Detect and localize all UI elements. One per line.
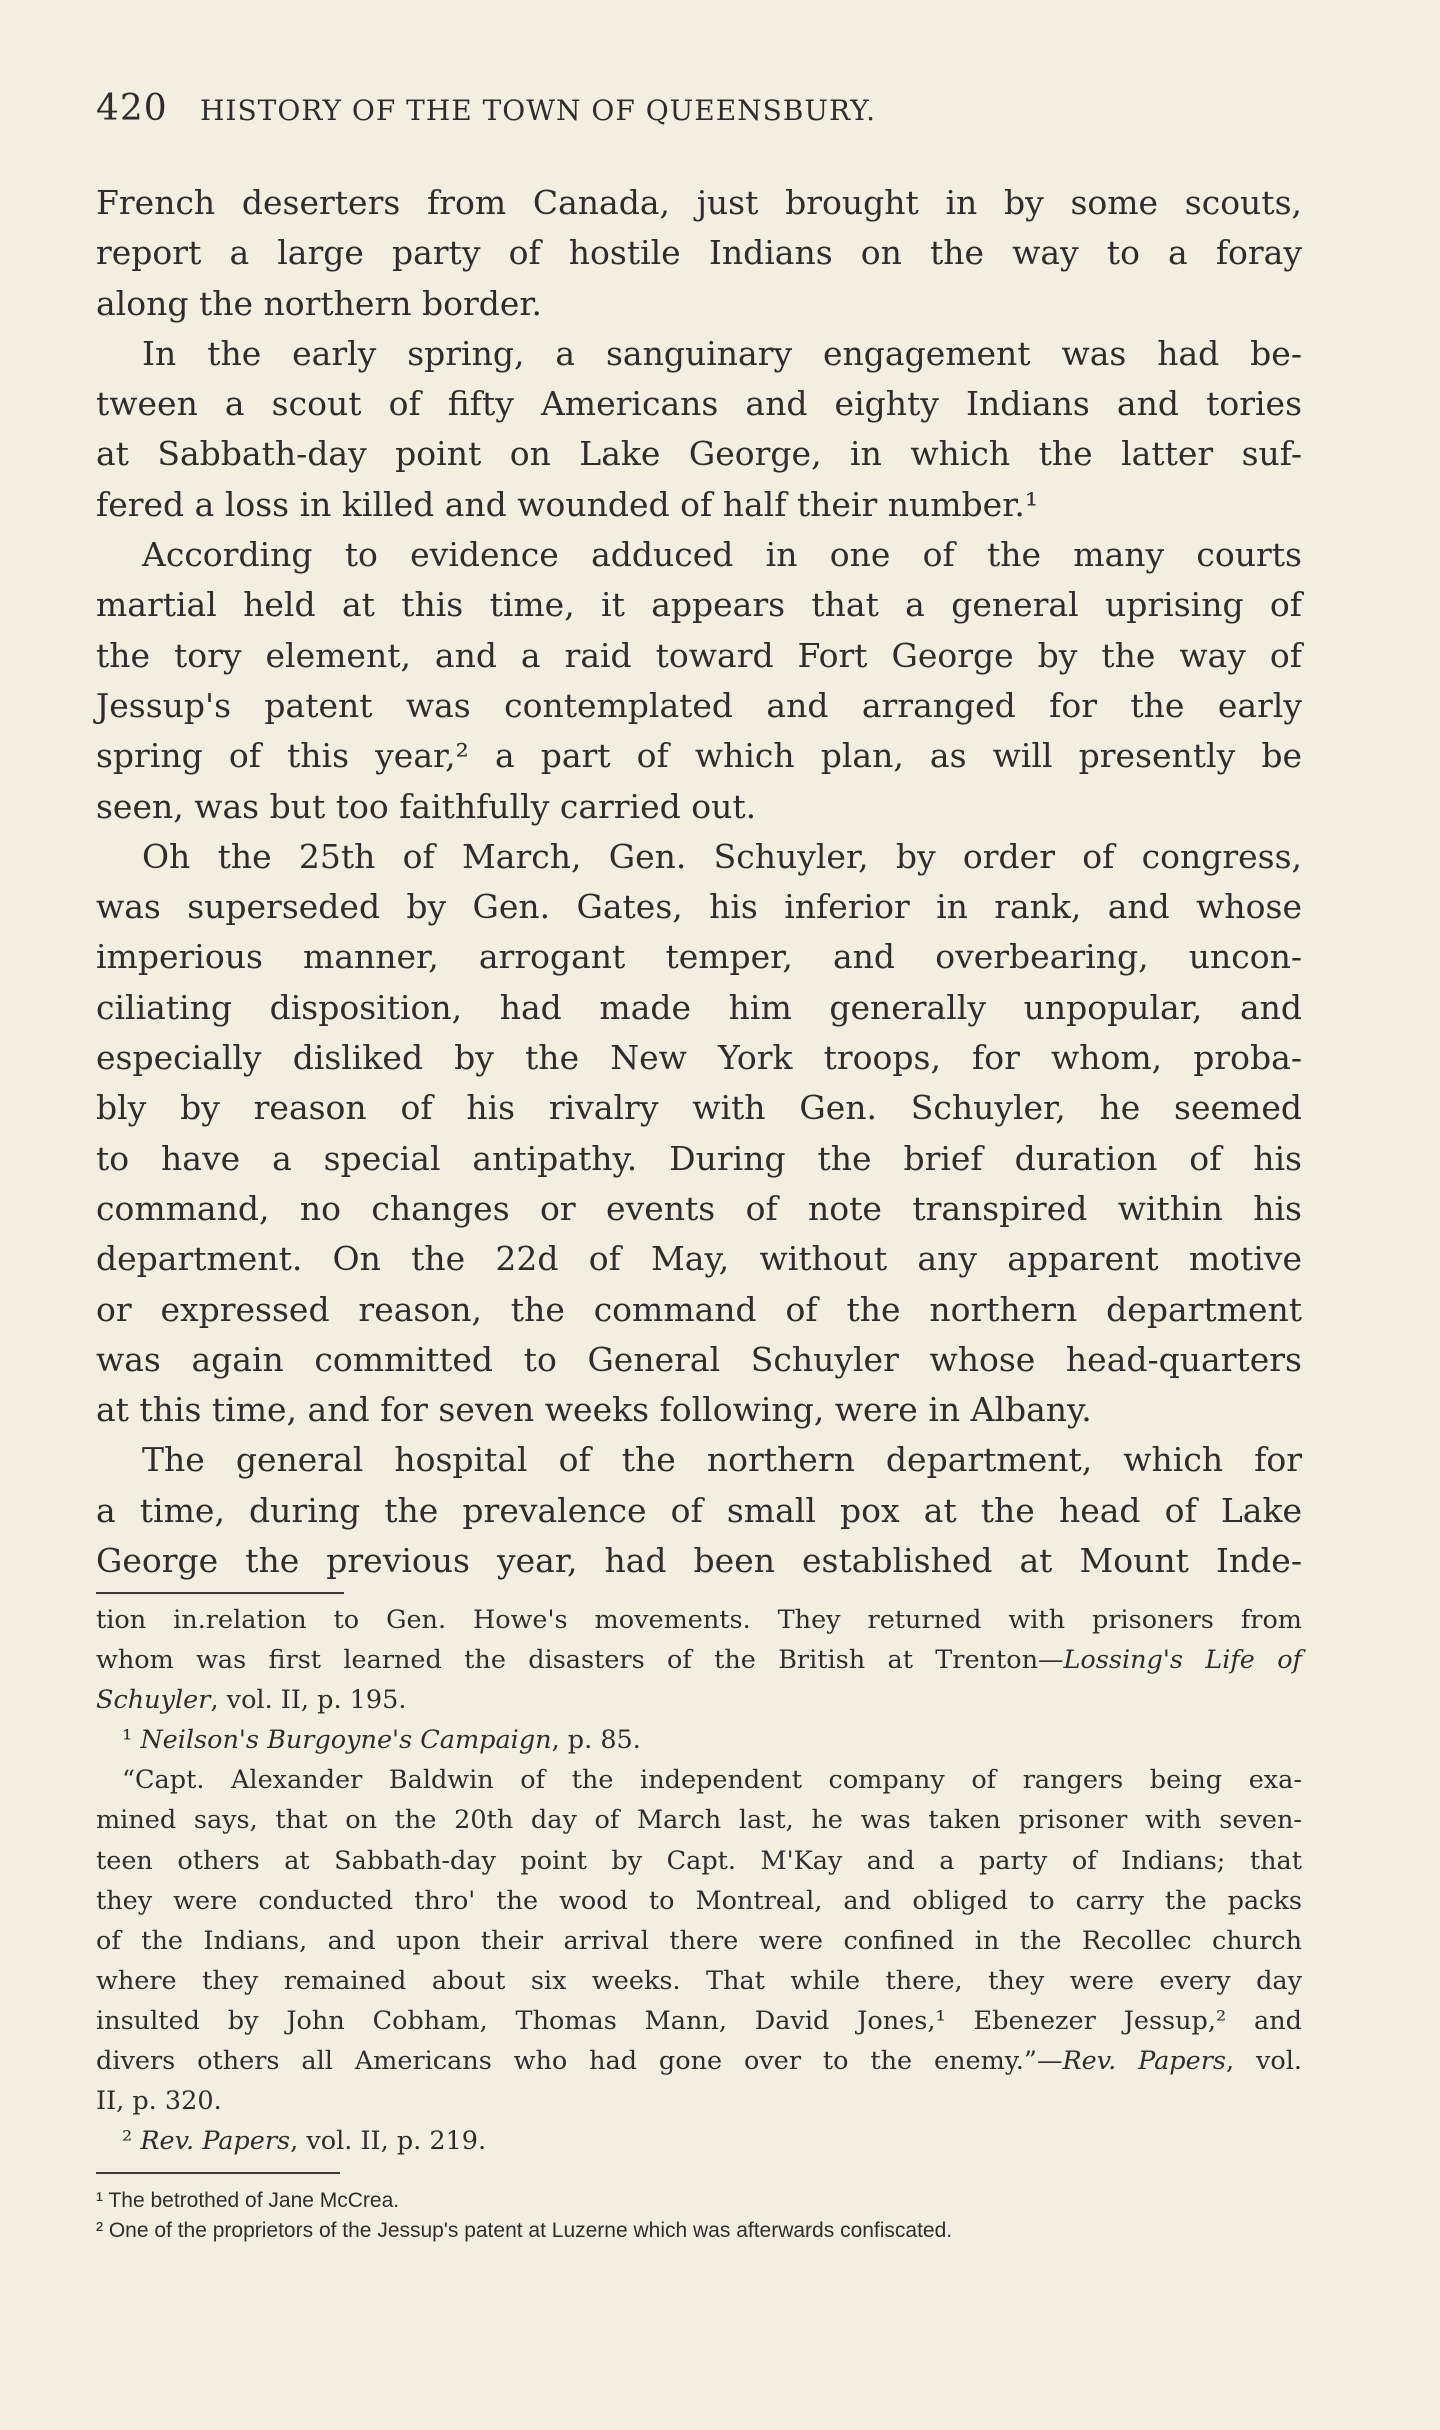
footnote-line: [96, 2081, 1302, 2121]
text-line: George the previous year, had been established at Mount Inde-: [96, 1541, 1302, 1581]
footnote-text: where they remained about six weeks. That while there, they were every day: [96, 1965, 1302, 1996]
text-line: The general hospital of the northern department, which for: [142, 1440, 1302, 1480]
text-line: In the early spring, a sanguinary engagement was had be-: [142, 333, 1302, 373]
footnote-line: [96, 1760, 1302, 1800]
footnote-text: ²: [122, 2126, 141, 2157]
footnote-text: insulted by John Cobham, Thomas Mann, David Jones,¹ Ebenezer Jessup,² and: [96, 2005, 1302, 2036]
footnote-text: “Capt. Alexander Baldwin of the independent company of rangers being exa-: [122, 1765, 1302, 1796]
text-line: department. On the 22d of May, without any apparent motive: [96, 1239, 1302, 1279]
footnote-text: of the Indians, and upon their arrival there were confined in the Recollec church: [96, 1925, 1302, 1956]
text-line: especially disliked by the New York troops, for whom, proba-: [96, 1038, 1302, 1078]
running-title: HISTORY OF THE TOWN OF QUEENSBURY.: [200, 94, 876, 127]
italic-citation: Rev. Papers: [1062, 2046, 1227, 2077]
footnote-line: [96, 2121, 1302, 2161]
text-line: command, no changes or events of note transpired within his: [96, 1188, 1302, 1228]
text-line: report a large party of hostile Indians on the way to a foray: [96, 233, 1302, 273]
footnote-line: [96, 2041, 1302, 2081]
italic-citation: Schuyler: [96, 1685, 211, 1716]
footnote-text: tion in.relation to Gen. Howe's movements. They returned with prisoners from: [96, 1605, 1302, 1635]
italic-citation: Lossing's Life of: [1063, 1645, 1302, 1676]
footnote-line: [96, 2001, 1302, 2041]
text-line: fered a loss in killed and wounded of half their number.¹: [96, 484, 1039, 524]
footnote-text: , vol. II, p. 219.: [290, 2126, 487, 2157]
text-line: martial held at this time, it appears that a general uprising of: [96, 585, 1302, 625]
text-line: was again committed to General Schuyler whose head-quarters: [96, 1339, 1302, 1379]
text-line: or expressed reason, the command of the northern department: [96, 1289, 1302, 1329]
main-text: [96, 178, 1302, 1586]
footnote-divider: [96, 1592, 344, 1594]
footnote-line: [96, 1720, 1302, 1760]
notes-divider: [96, 2172, 340, 2174]
footnote-text: , vol.: [1226, 2046, 1303, 2077]
footnote-text: mined says, that on the 20th day of March last, he was taken prisoner with seven-: [96, 1805, 1302, 1836]
italic-citation: Rev. Papers: [140, 2126, 291, 2157]
footnote-line: [96, 1921, 1302, 1961]
footnote-text: teen others at Sabbath-day point by Capt. M'Kay and a party of Indians; that: [96, 1845, 1302, 1876]
text-line: imperious manner, arrogant temper, and overbearing, uncon-: [96, 937, 1302, 977]
text-line: Oh the 25th of March, Gen. Schuyler, by order of congress,: [142, 836, 1302, 876]
text-line: tween a scout of fifty Americans and eighty Indians and tories: [96, 384, 1302, 424]
note-line: ¹ The betrothed of Jane McCrea.: [96, 2189, 400, 2212]
footnote-line: [96, 1640, 1302, 1680]
text-line: was superseded by Gen. Gates, his inferior in rank, and whose: [96, 887, 1302, 927]
italic-citation: Neilson's Burgoyne's Campaign: [140, 1725, 552, 1756]
footnote-text: whom was first learned the disasters of the British at Trenton—: [96, 1645, 1064, 1676]
text-line: at Sabbath-day point on Lake George, in which the latter suf-: [96, 434, 1302, 474]
text-line: bly by reason of his rivalry with Gen. Schuyler, he seemed: [96, 1088, 1302, 1128]
page-number: 420: [96, 88, 168, 129]
text-line: According to evidence adduced in one of the many courts: [142, 535, 1302, 575]
text-line: Jessup's patent was contemplated and arranged for the early: [96, 685, 1302, 725]
footnote-line: [96, 1961, 1302, 2001]
footnote-line: [96, 1881, 1302, 1921]
footnote-line: [96, 1841, 1302, 1881]
footnote-line: [96, 1600, 1302, 1640]
footnote-text: divers others all Americans who had gone over to the enemy.”—: [96, 2046, 1063, 2077]
footnotes: [96, 1600, 1302, 2161]
footnote-text: ¹: [122, 1725, 141, 1756]
text-line: ciliating disposition, had made him generally unpopular, and: [96, 987, 1302, 1027]
text-line: at this time, and for seven weeks following, were in Albany.: [96, 1390, 1092, 1430]
text-line: a time, during the prevalence of small pox at the head of Lake: [96, 1490, 1302, 1530]
footnote-text: they were conducted thro' the wood to Montreal, and obliged to carry the packs: [96, 1885, 1302, 1916]
text-line: the tory element, and a raid toward Fort George by the way of: [96, 635, 1302, 675]
text-line: spring of this year,² a part of which plan, as will presently be: [96, 736, 1302, 776]
footnote-line: [96, 1800, 1302, 1840]
footnote-text: II, p. 320.: [96, 2086, 222, 2117]
bottom-notes: [96, 2186, 1302, 2246]
footnote-line: [96, 1680, 1302, 1720]
text-line: seen, was but too faithfully carried out.: [96, 786, 757, 826]
footnote-text: , vol. II, p. 195.: [210, 1685, 407, 1716]
text-line: along the northern border.: [96, 283, 543, 323]
note-line: ² One of the proprietors of the Jessup's patent at Luzerne which was afterwards confiscated.: [96, 2219, 953, 2242]
text-line: to have a special antipathy. During the brief duration of his: [96, 1138, 1302, 1178]
text-line: French deserters from Canada, just brought in by some scouts,: [96, 183, 1302, 222]
footnote-text: , p. 85.: [551, 1725, 641, 1756]
